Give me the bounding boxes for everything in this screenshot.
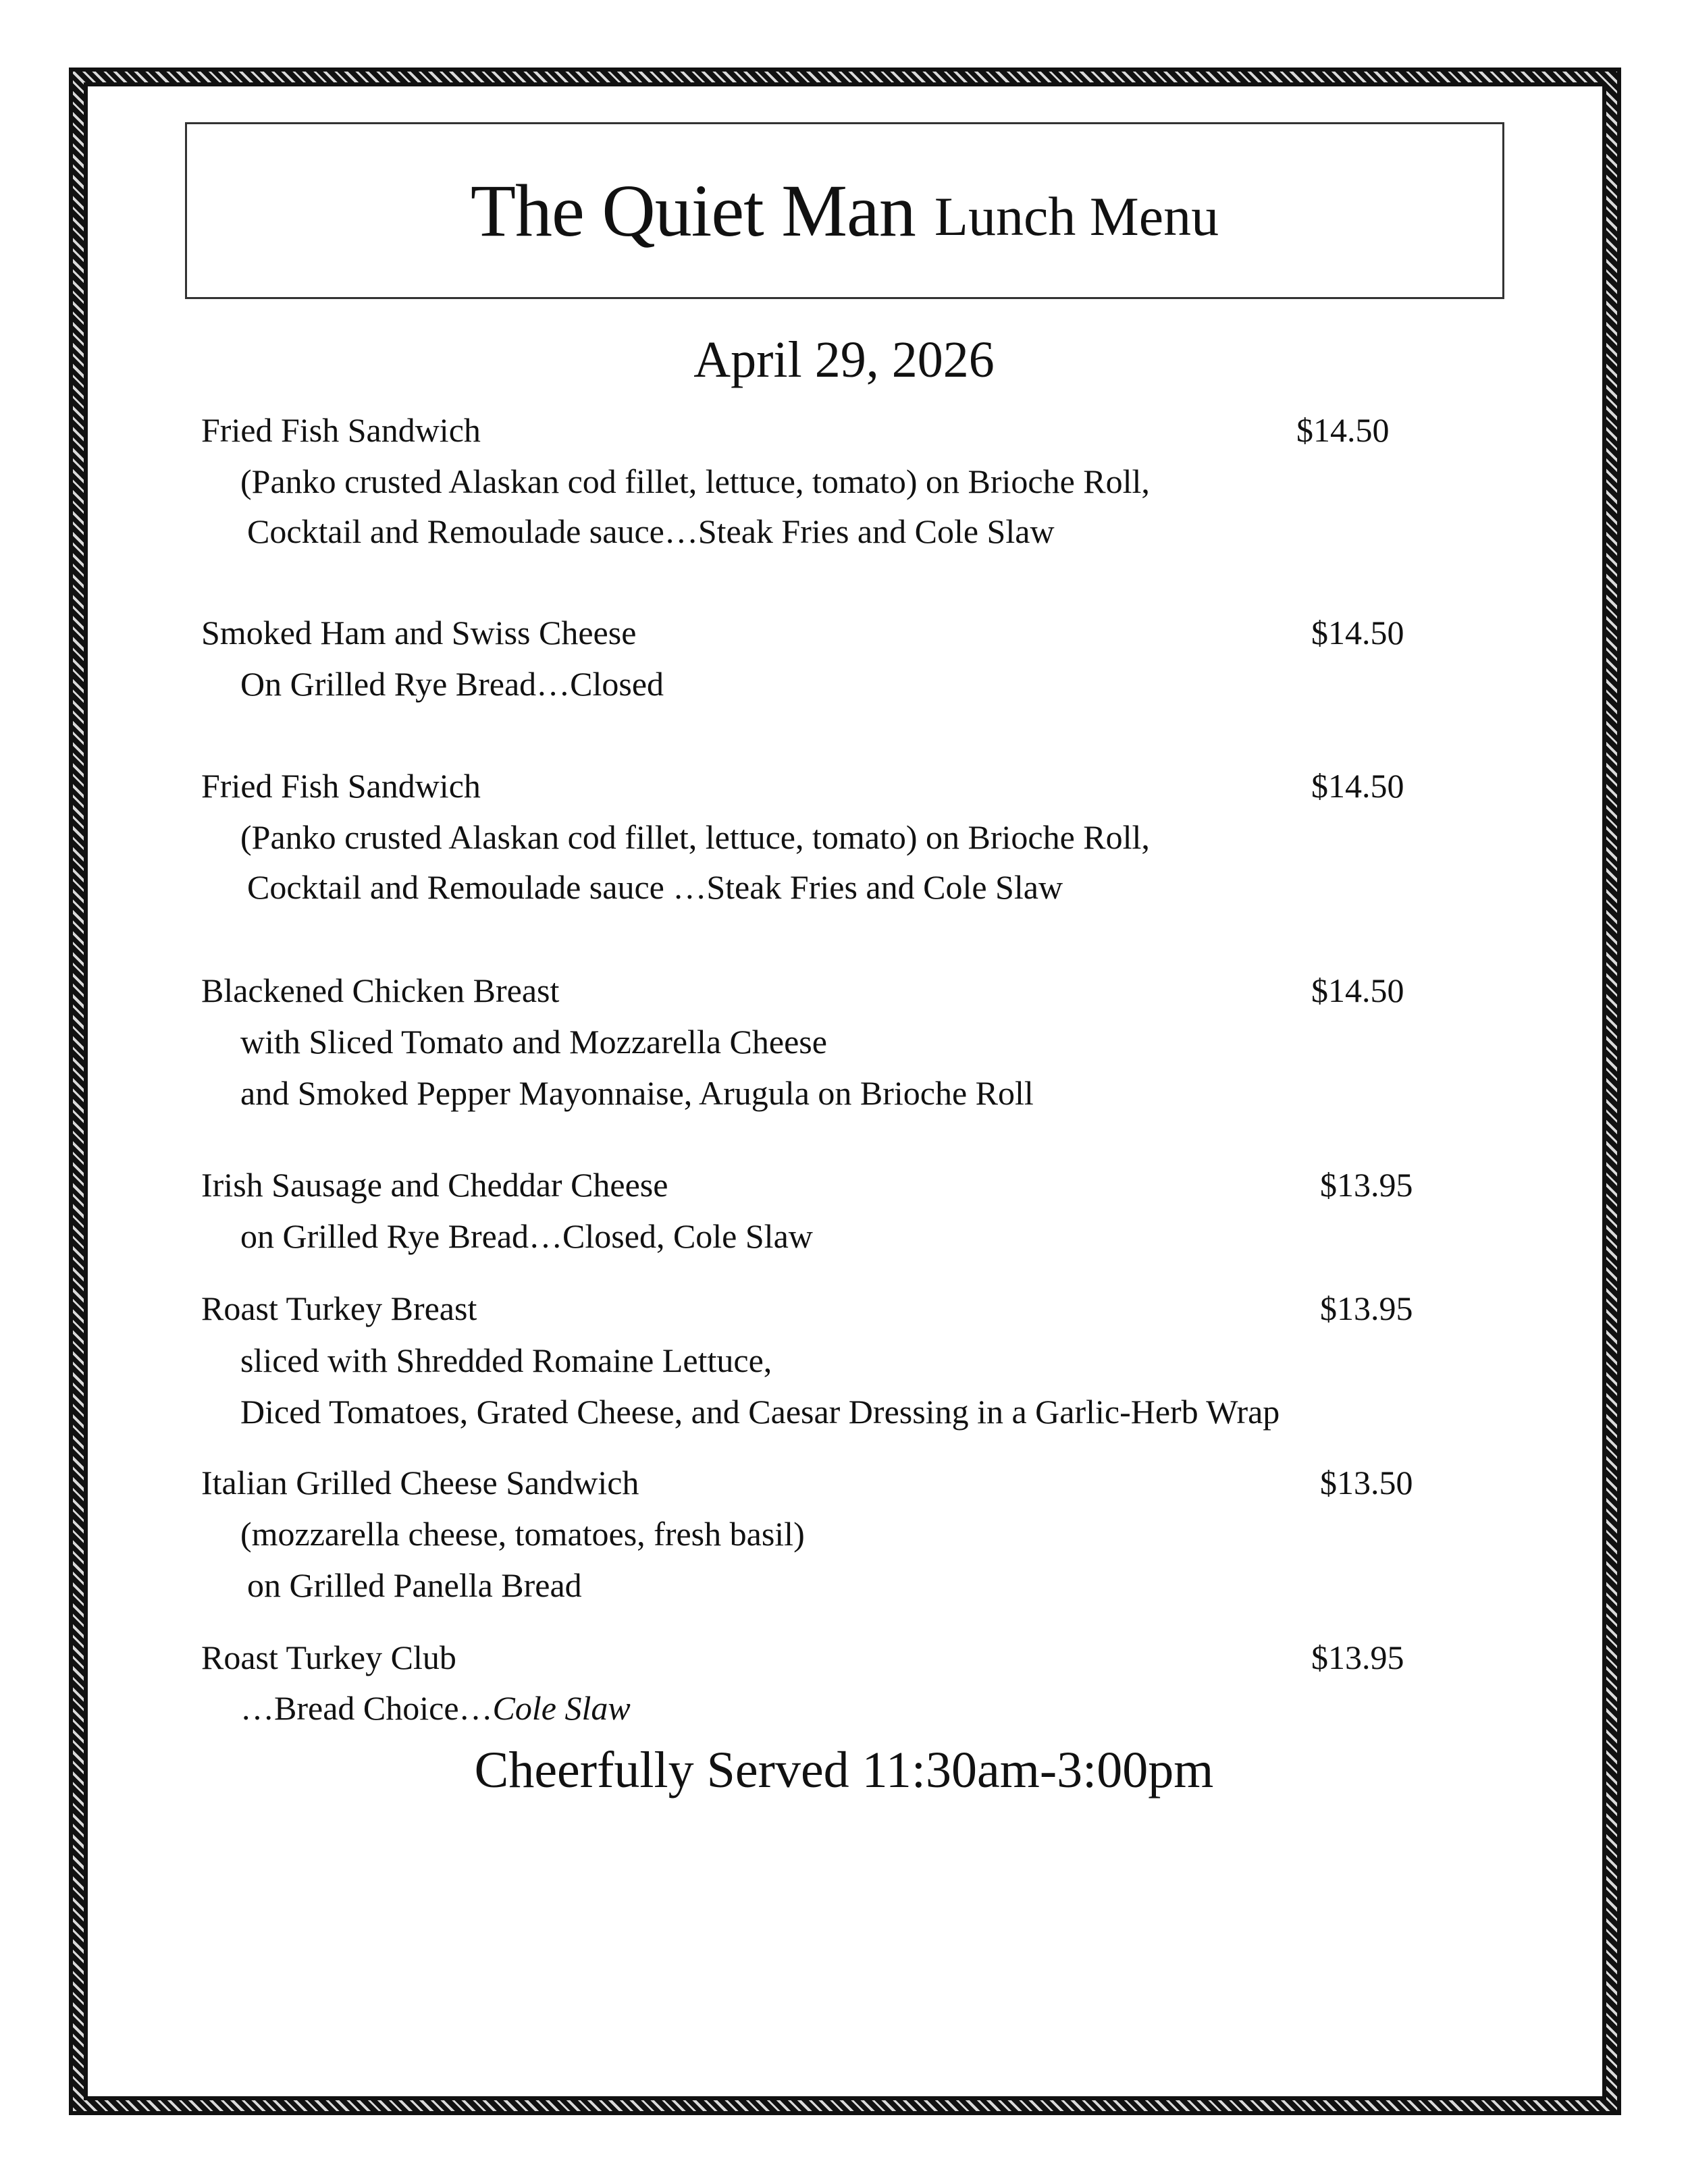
- restaurant-name: The Quiet Man: [470, 169, 916, 252]
- menu-item-description: [240, 1682, 631, 1734]
- menu-item-name: Roast Turkey Breast: [201, 1289, 477, 1327]
- menu-item-price: $14.50: [1311, 767, 1404, 805]
- menu-item-description: Cocktail and Remoulade sauce…Steak Fries and Cole Slaw: [247, 512, 1055, 550]
- menu-item-description: (mozzarella cheese, tomatoes, fresh basil): [240, 1515, 805, 1553]
- bread-choice-text: …Bread Choice…: [240, 1689, 493, 1727]
- menu-item-name: Fried Fish Sandwich: [201, 767, 481, 805]
- menu-item-description: (Panko crusted Alaskan cod fillet, lettuce, tomato) on Brioche Roll,: [240, 462, 1150, 500]
- menu-item-description: Diced Tomatoes, Grated Cheese, and Caesar Dressing in a Garlic-Herb Wrap: [240, 1393, 1280, 1431]
- menu-item-price: $14.50: [1311, 614, 1404, 651]
- menu-item-description: with Sliced Tomato and Mozzarella Cheese: [240, 1023, 827, 1061]
- menu-item-name: Blackened Chicken Breast: [201, 971, 560, 1009]
- menu-date: April 29, 2026: [693, 331, 995, 388]
- menu-item-description: and Smoked Pepper Mayonnaise, Arugula on Brioche Roll: [240, 1074, 1034, 1112]
- menu-item-name: Irish Sausage and Cheddar Cheese: [201, 1166, 668, 1204]
- menu-item-description: On Grilled Rye Bread…Closed: [240, 665, 664, 703]
- menu-item-price: $13.95: [1320, 1166, 1413, 1204]
- menu-item-price: $13.95: [1320, 1289, 1413, 1327]
- menu-item-description: sliced with Shredded Romaine Lettuce,: [240, 1341, 772, 1379]
- menu-item-name: Fried Fish Sandwich: [201, 411, 481, 449]
- menu-item-price: $14.50: [1311, 971, 1404, 1009]
- menu-item-price: $14.50: [1296, 411, 1390, 449]
- menu-item-price: $13.50: [1320, 1464, 1413, 1501]
- menu-item-description: (Panko crusted Alaskan cod fillet, lettuce, tomato) on Brioche Roll,: [240, 818, 1150, 856]
- serving-hours: Cheerfully Served 11:30am-3:00pm: [474, 1742, 1214, 1799]
- menu-item-description: on Grilled Panella Bread: [247, 1566, 582, 1604]
- menu-title: Lunch Menu: [934, 186, 1219, 247]
- menu-item-name: Roast Turkey Club: [201, 1639, 456, 1676]
- menu-item-description: Cocktail and Remoulade sauce …Steak Fries and Cole Slaw: [247, 868, 1063, 906]
- cole-slaw-text: Cole Slaw: [492, 1689, 631, 1727]
- menu-item-name: Italian Grilled Cheese Sandwich: [201, 1464, 639, 1501]
- menu-item-name: Smoked Ham and Swiss Cheese: [201, 614, 637, 651]
- title-box: [185, 122, 1504, 299]
- menu-item-description: on Grilled Rye Bread…Closed, Cole Slaw: [240, 1217, 813, 1255]
- menu-item-price: $13.95: [1311, 1639, 1404, 1676]
